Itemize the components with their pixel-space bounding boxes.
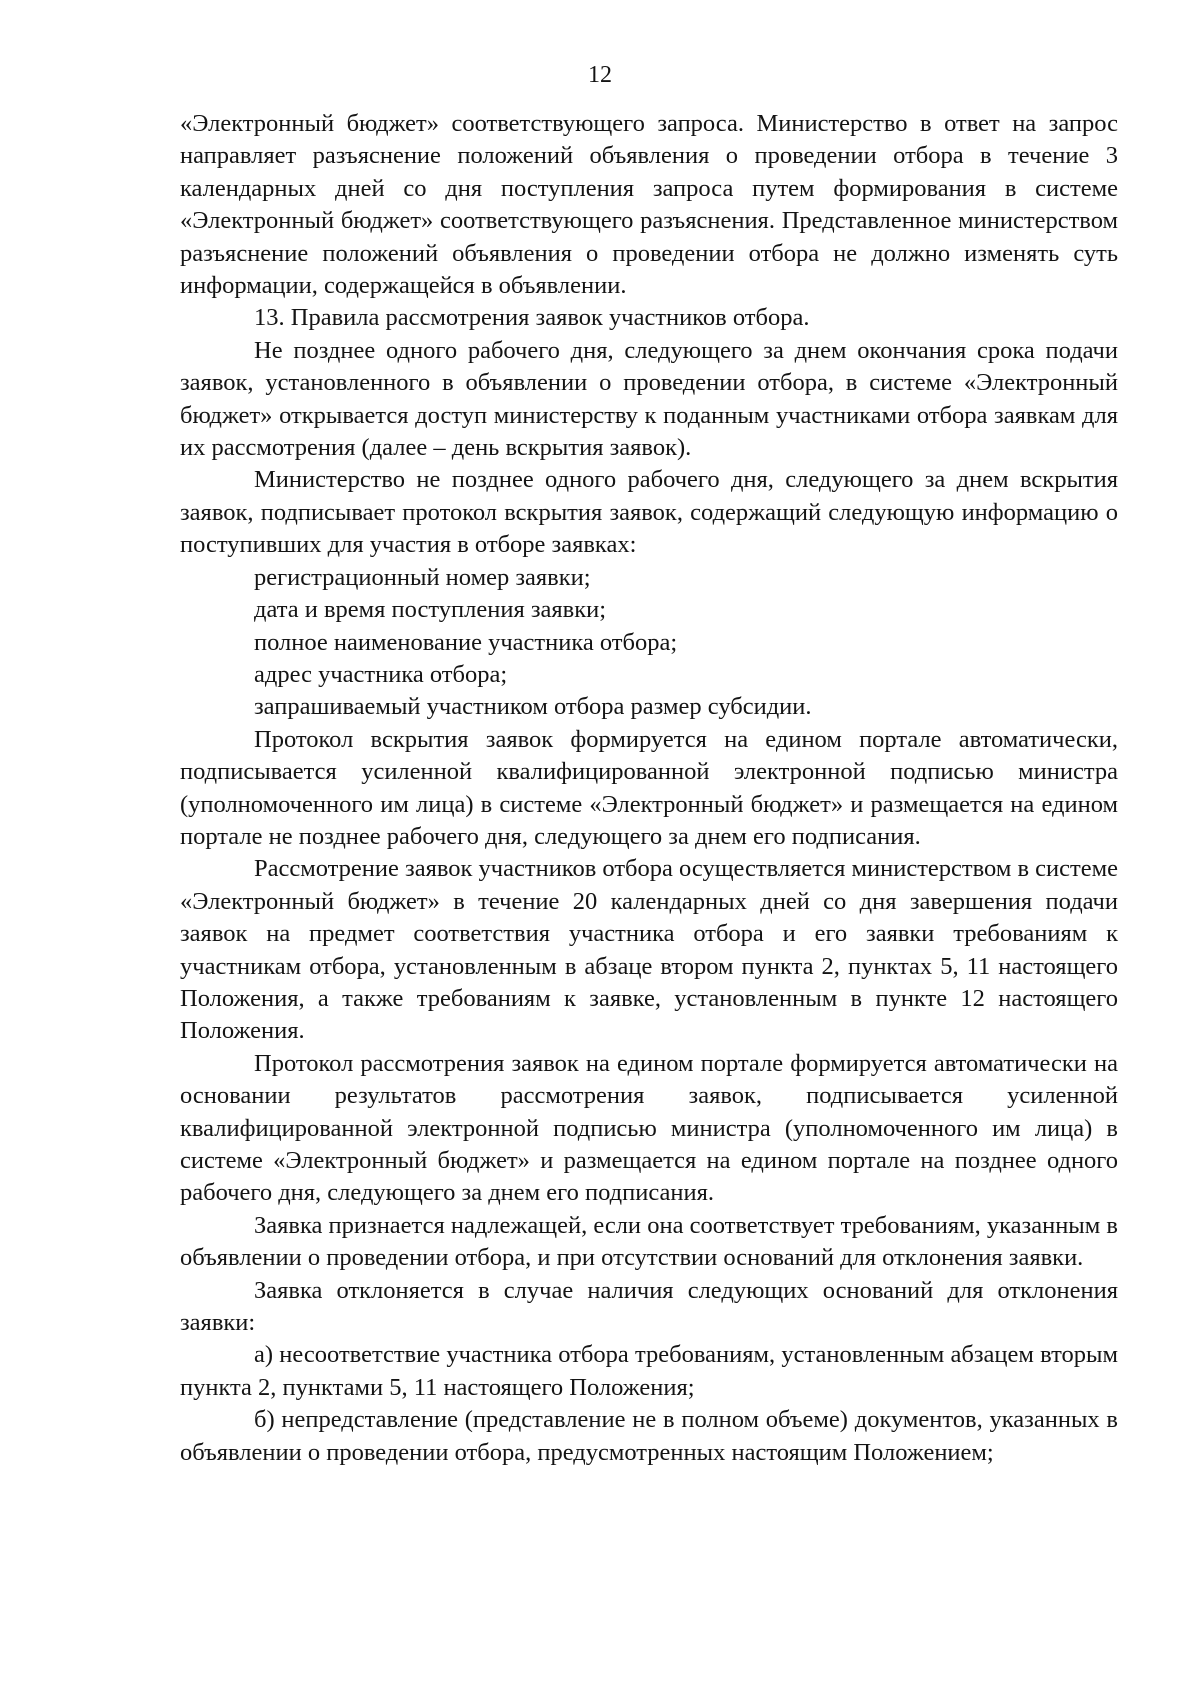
paragraph: Министерство не позднее одного рабочего дня, следующего за днем вскрытия заявок, подписывает протокол вскрытия заявок, содержащий следующую информацию о поступивших для участия в отборе заявках: [180,466,1118,559]
paragraph: а) несоответствие участника отбора требованиям, установленным абзацем вторым пункта 2, пунктами 5, 11 настоящего Положения; [180,1341,1118,1401]
list-item: регистрационный номер заявки; [254,563,591,591]
paragraph: Рассмотрение заявок участников отбора осуществляется министерством в системе «Электронный бюджет» в течение 20 календарных дней со дня завершения подачи заявок на предмет соответствия участника отбора и его заявки требованиям к участникам отбора, установленным в абзаце втором пункта 2, пунктах 5, 11 настоящего Положения, а также требованиям к заявке, установленным в пункте 12 настоящего Положения. [180,855,1118,1045]
paragraph: Не позднее одного рабочего дня, следующего за днем окончания срока подачи заявок, установленного в объявлении о проведении отбора, в системе «Электронный бюджет» открывается доступ министерству к поданным участниками отбора заявкам для их рассмотрения (далее – день вскрытия заявок). [180,336,1118,462]
page-number: 12 [588,62,612,88]
paragraph: Заявка отклоняется в случае наличия следующих оснований для отклонения заявки: [180,1276,1118,1337]
paragraph: Протокол рассмотрения заявок на едином портале формируется автоматически на основании результатов рассмотрения заявок, подписывается усиленной квалифицированной электронной подписью министра (уполномоченного им лица) в системе «Электронный бюджет» и размещается на едином портале на позднее одного рабочего дня, следующего за днем его подписания. [180,1049,1118,1207]
list-item: запрашиваемый участником отбора размер субсидии. [254,693,812,721]
paragraph: Протокол вскрытия заявок формируется на едином портале автоматически, подписывается усиленной квалифицированной электронной подписью министра (уполномоченного им лица) в системе «Электронный бюджет» и размещается на едином портале не позднее рабочего дня, следующего за днем его подписания. [180,725,1118,850]
list-item: адрес участника отбора; [254,660,508,688]
list-item: дата и время поступления заявки; [254,596,607,624]
list-item: полное наименование участника отбора; [254,628,678,656]
paragraph: Заявка признается надлежащей, если она соответствует требованиям, указанным в объявлении о проведении отбора, и при отсутствии оснований для отклонения заявки. [180,1211,1118,1272]
paragraph: б) непредставление (представление не в полном объеме) документов, указанных в объявлении о проведении отбора, предусмотренных настоящим Положением; [180,1406,1118,1466]
section-heading-13: 13. Правила рассмотрения заявок участников отбора. [254,304,810,332]
document-body [180,108,1118,1469]
paragraph-continuation: «Электронный бюджет» соответствующего запроса. Министерство в ответ на запрос направляет разъяснение положений объявления о проведении отбора в течение 3 календарных дней со дня поступления запроса путем формирования в системе «Электронный бюджет» соответствующего разъяснения. Представленное министерством разъяснение положений объявления о проведении отбора не должно изменять суть информации, содержащейся в объявлении. [180,110,1118,300]
